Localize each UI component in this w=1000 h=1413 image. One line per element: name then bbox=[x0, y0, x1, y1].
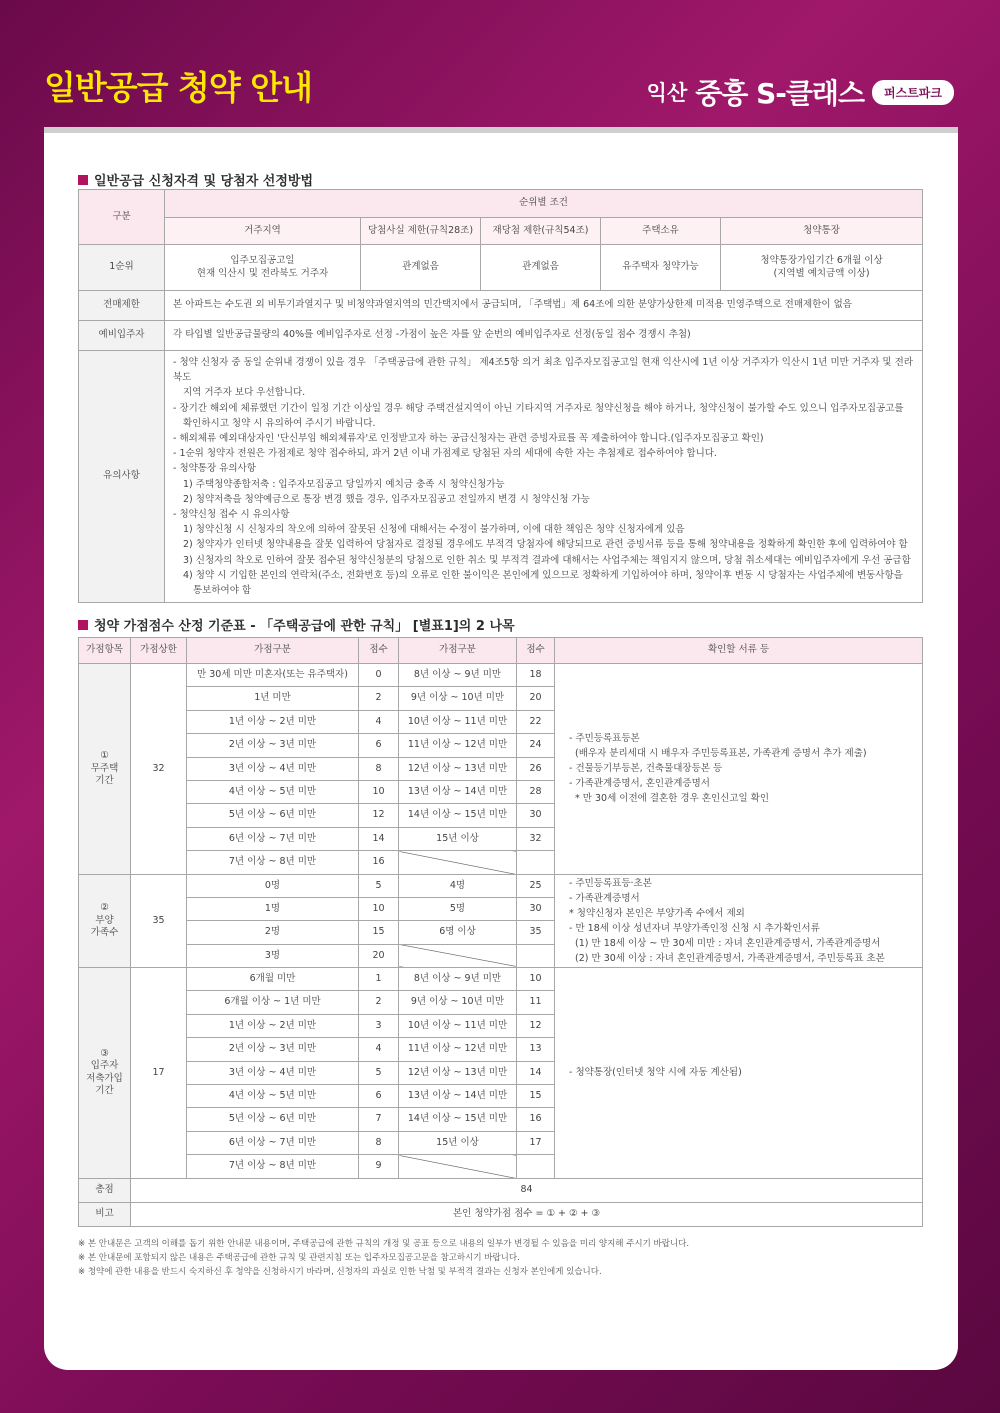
bracket-a: 6개월 미만 bbox=[187, 968, 359, 991]
score-b: 14 bbox=[517, 1061, 555, 1084]
header-conditions: 순위별 조건 bbox=[165, 190, 923, 218]
score-b: 10 bbox=[517, 968, 555, 991]
score-item-label-line: 가족수 bbox=[90, 926, 119, 938]
bracket-b: 9년 이상 ~ 10년 미만 bbox=[399, 687, 517, 710]
score-table bbox=[78, 637, 923, 1227]
bracket-b: 12년 이상 ~ 13년 미만 bbox=[399, 1061, 517, 1084]
rank1-win-limit: 관계없음 bbox=[361, 245, 481, 291]
score-item-label bbox=[79, 968, 131, 1179]
bracket-a: 만 30세 미만 미혼자(또는 유주택자) bbox=[187, 664, 359, 687]
notes-line: - 청약통장 유의사항 bbox=[173, 463, 256, 475]
empty-diagonal-cell bbox=[399, 1155, 517, 1178]
rank1-account-line2: (지역별 예치금액 이상) bbox=[773, 267, 870, 279]
bracket-a: 1년 미만 bbox=[187, 687, 359, 710]
score-a: 1 bbox=[359, 968, 399, 991]
bracket-a: 2명 bbox=[187, 921, 359, 944]
section2-title-text: 청약 가점점수 산정 기준표 - 「주택공급에 관한 규칙」 [별표1]의 2 나목 bbox=[94, 619, 515, 634]
table-row bbox=[79, 664, 923, 687]
score-a: 8 bbox=[359, 1131, 399, 1154]
rank1-label: 1순위 bbox=[79, 245, 165, 291]
header-documents: 확인할 서류 등 bbox=[555, 638, 923, 664]
footnotes bbox=[78, 1237, 928, 1279]
notes-line: - 장기간 해외에 체류했던 기간이 일정 기간 이상일 경우 해당 주택건설지역이 아닌 기타지역 거주자로 청약신청을 해야 하거나, 청약신청이 불가할 수도 있으니 입주자모집공고를 bbox=[173, 402, 904, 414]
score-a: 4 bbox=[359, 710, 399, 733]
bracket-a: 1명 bbox=[187, 897, 359, 920]
bracket-b: 11년 이상 ~ 12년 미만 bbox=[399, 1038, 517, 1061]
document-line: (배우자 분리세대 시 배우자 주민등록표본, 가족관계 증명서 추가 제출) bbox=[569, 748, 867, 760]
score-max: 32 bbox=[131, 664, 187, 875]
notes-line: 4) 청약 시 기입한 본인의 연락처(주소, 전화번호 등)의 오류로 인한 불이익은 본인에게 있으므로 정확하게 기입하여야 하며, 청약이후 변동 시 당첨자는 사업주체에 변동사항을 bbox=[183, 569, 903, 581]
table-row bbox=[79, 968, 923, 991]
document-line: (1) 만 18세 이상 ~ 만 30세 미만 : 자녀 혼인관계증명서, 가족관계증명서 bbox=[569, 937, 881, 949]
document-line: * 청약신청자 본인은 부양가족 수에서 제외 bbox=[569, 907, 745, 919]
remark-value: 본인 청약가점 점수 = ① + ② + ③ bbox=[131, 1202, 923, 1226]
rank1-residence-line2: 현재 익산시 및 전라북도 거주자 bbox=[196, 267, 329, 279]
document-line: - 건물등기부등본, 건축물대장등본 등 bbox=[569, 763, 723, 775]
bracket-a: 3년 이상 ~ 4년 미만 bbox=[187, 1061, 359, 1084]
notes-line: 지역 거주자 보다 우선합니다. bbox=[183, 387, 306, 399]
bracket-b: 14년 이상 ~ 15년 미만 bbox=[399, 804, 517, 827]
footnote-line: ※ 본 안내문에 포함되지 않은 내용은 주택공급에 관한 규칙 및 관련지침 또는 입주자모집공고문을 참고하시기 바랍니다. bbox=[78, 1253, 520, 1263]
score-a: 9 bbox=[359, 1155, 399, 1178]
bracket-a: 2년 이상 ~ 3년 미만 bbox=[187, 1038, 359, 1061]
score-b: 12 bbox=[517, 1014, 555, 1037]
empty-diagonal-cell bbox=[399, 944, 517, 967]
bracket-a: 3명 bbox=[187, 944, 359, 967]
score-b: 22 bbox=[517, 710, 555, 733]
score-max: 35 bbox=[131, 874, 187, 968]
score-a: 0 bbox=[359, 664, 399, 687]
bracket-b: 6명 이상 bbox=[399, 921, 517, 944]
rank1-residence bbox=[165, 245, 361, 291]
score-max: 17 bbox=[131, 968, 187, 1179]
eligibility-table bbox=[78, 189, 923, 603]
bracket-b: 15년 이상 bbox=[399, 827, 517, 850]
bracket-b: 14년 이상 ~ 15년 미만 bbox=[399, 1108, 517, 1131]
score-b: 11 bbox=[517, 991, 555, 1014]
score-b: 16 bbox=[517, 1108, 555, 1131]
header-max: 가점상한 bbox=[131, 638, 187, 664]
notes-line: 확인하시고 청약 시 유의하여 주시기 바랍니다. bbox=[183, 417, 376, 429]
score-a: 3 bbox=[359, 1014, 399, 1037]
bracket-a: 1년 이상 ~ 2년 미만 bbox=[187, 1014, 359, 1037]
notes-line: - 청약 신청자 중 동일 순위내 경쟁이 있을 경우 「주택공급에 관한 규칙」 제4조5항 의거 최초 입주자모집공고일 현재 익산시에 1년 이상 거주자가 익산시 1년 미만 거주자 및 전라북도 bbox=[173, 357, 913, 384]
notes-line: - 1순위 청약자 전원은 가점제로 청약 접수하되, 과거 2년 이내 가점제로 당첨된 자의 세대에 속한 자는 추첨제로 접수하여야 합니다. bbox=[173, 448, 717, 460]
footnote-line: ※ 본 안내문은 고객의 이해를 돕기 위한 안내문 내용이며, 주택공급에 관한 규칙의 개정 및 공표 등으로 내용의 일부가 변경될 수 있음을 미리 양지해 주시기 바랍니다. bbox=[78, 1239, 690, 1249]
notes-line: 2) 청약자가 인터넷 청약내용을 잘못 입력하여 당첨자로 결정될 경우에도 부적격 당첨자에 해당되므로 관련 증빙서류 등을 통해 청약내용을 정확하게 확인한 후에 입력하여야 함 bbox=[183, 539, 908, 551]
score-a: 4 bbox=[359, 1038, 399, 1061]
notes-line: 1) 주택청약종합저축 : 입주자모집공고 당일까지 예치금 충족 시 청약신청가능 bbox=[183, 478, 505, 490]
score-item-label-line: ① bbox=[100, 750, 109, 762]
score-b bbox=[517, 1155, 555, 1178]
score-b: 20 bbox=[517, 687, 555, 710]
bracket-b: 10년 이상 ~ 11년 미만 bbox=[399, 710, 517, 733]
bracket-a: 7년 이상 ~ 8년 미만 bbox=[187, 1155, 359, 1178]
bracket-a: 4년 이상 ~ 5년 미만 bbox=[187, 780, 359, 803]
brand-city: 익산 bbox=[646, 81, 688, 105]
bracket-a: 0명 bbox=[187, 874, 359, 897]
score-a: 5 bbox=[359, 874, 399, 897]
section1-title bbox=[78, 170, 313, 189]
bracket-b: 11년 이상 ~ 12년 미만 bbox=[399, 734, 517, 757]
document-line: - 만 18세 이상 성년자녀 부양가족인정 신청 시 추가확인서류 bbox=[569, 922, 820, 934]
brand-name: 중흥 S-클래스 bbox=[695, 77, 865, 110]
bracket-b: 5명 bbox=[399, 897, 517, 920]
rank1-rewin-limit: 관계없음 bbox=[481, 245, 601, 291]
score-b: 28 bbox=[517, 780, 555, 803]
reserve-text: 각 타입별 일반공급물량의 40%를 예비입주자로 선정 -가점이 높은 자를 앞 순번의 예비입주자로 선정(동일 점수 경쟁시 추첨) bbox=[165, 321, 923, 351]
paper-top-bar bbox=[44, 127, 958, 133]
score-a: 10 bbox=[359, 780, 399, 803]
notes-line: 1) 청약신청 시 신청자의 착오에 의하여 잘못된 신청에 대해서는 수정이 불가하며, 이에 대한 책임은 청약 신청자에게 있음 bbox=[183, 524, 685, 536]
bracket-b: 12년 이상 ~ 13년 미만 bbox=[399, 757, 517, 780]
score-a: 16 bbox=[359, 851, 399, 874]
page-header bbox=[0, 0, 1000, 127]
score-a: 2 bbox=[359, 687, 399, 710]
document-line: (2) 만 30세 이상 : 자녀 혼인관계증명서, 가족관계증명서, 주민등록표 초본 bbox=[569, 952, 885, 964]
score-b: 25 bbox=[517, 874, 555, 897]
score-b: 30 bbox=[517, 804, 555, 827]
score-item-label-line: 무주택 bbox=[90, 762, 119, 774]
bracket-b: 8년 이상 ~ 9년 미만 bbox=[399, 664, 517, 687]
bracket-b: 15년 이상 bbox=[399, 1131, 517, 1154]
bracket-a: 5년 이상 ~ 6년 미만 bbox=[187, 804, 359, 827]
total-label: 총점 bbox=[79, 1178, 131, 1202]
score-b: 35 bbox=[517, 921, 555, 944]
bracket-a: 6년 이상 ~ 7년 미만 bbox=[187, 1131, 359, 1154]
score-b: 26 bbox=[517, 757, 555, 780]
document-line: - 가족관계증명서 bbox=[569, 892, 640, 904]
score-b: 30 bbox=[517, 897, 555, 920]
bracket-a: 6년 이상 ~ 7년 미만 bbox=[187, 827, 359, 850]
bracket-a: 7년 이상 ~ 8년 미만 bbox=[187, 851, 359, 874]
bracket-b: 13년 이상 ~ 14년 미만 bbox=[399, 1085, 517, 1108]
header-bracket-b: 가점구분 bbox=[399, 638, 517, 664]
notes-label: 유의사항 bbox=[79, 351, 165, 603]
empty-diagonal-cell bbox=[399, 851, 517, 874]
score-a: 6 bbox=[359, 1085, 399, 1108]
bracket-a: 4년 이상 ~ 5년 미만 bbox=[187, 1085, 359, 1108]
score-item-label bbox=[79, 874, 131, 968]
header-bracket-a: 가점구분 bbox=[187, 638, 359, 664]
col-rewin-limit: 재당첨 제한(규칙54조) bbox=[481, 218, 601, 245]
score-a: 5 bbox=[359, 1061, 399, 1084]
notes-line: 통보하여야 함 bbox=[193, 585, 252, 597]
resale-text: 본 아파트는 수도권 외 비투기과열지구 및 비청약과열지역의 민간택지에서 공급되며, 「주택법」제 64조에 의한 분양가상한제 미적용 민영주택으로 전매제한이 없음 bbox=[165, 291, 923, 321]
bracket-b: 10년 이상 ~ 11년 미만 bbox=[399, 1014, 517, 1037]
brand-badge: 퍼스트파크 bbox=[872, 80, 954, 105]
score-b: 13 bbox=[517, 1038, 555, 1061]
rank1-residence-line1: 입주모집공고일 bbox=[230, 255, 295, 267]
bracket-b: 4명 bbox=[399, 874, 517, 897]
notes-content bbox=[165, 351, 923, 603]
document-line: - 주민등록표등본 bbox=[569, 733, 640, 745]
col-account: 청약통장 bbox=[721, 218, 923, 245]
square-bullet-icon bbox=[78, 620, 88, 630]
col-ownership: 주택소유 bbox=[601, 218, 721, 245]
score-a: 2 bbox=[359, 991, 399, 1014]
document-line: - 가족관계증명서, 혼인관계증명서 bbox=[569, 778, 710, 790]
score-b: 17 bbox=[517, 1131, 555, 1154]
brand-logo bbox=[647, 72, 954, 112]
resale-label: 전매제한 bbox=[79, 291, 165, 321]
required-documents bbox=[555, 664, 923, 875]
page-title: 일반공급 청약 안내 bbox=[44, 68, 313, 107]
score-a: 8 bbox=[359, 757, 399, 780]
header-item: 가점항목 bbox=[79, 638, 131, 664]
score-a: 20 bbox=[359, 944, 399, 967]
score-b: 18 bbox=[517, 664, 555, 687]
header-score-b: 점수 bbox=[517, 638, 555, 664]
col-residence: 거주지역 bbox=[165, 218, 361, 245]
footnote-line: ※ 청약에 관한 내용을 반드시 숙지하신 후 청약을 신청하시기 바라며, 신청자의 과실로 인한 낙첨 및 부적격 결과는 신청자 본인에게 있습니다. bbox=[78, 1267, 602, 1277]
score-a: 6 bbox=[359, 734, 399, 757]
score-item-label-line: 부양 bbox=[95, 914, 114, 926]
bracket-a: 2년 이상 ~ 3년 미만 bbox=[187, 734, 359, 757]
square-bullet-icon bbox=[78, 175, 88, 185]
notes-line: - 해외체류 예외대상자인 '단신부임 해외체류자'로 인정받고자 하는 공급신청자는 관련 증빙자료를 꼭 제출하여야 합니다.(입주자모집공고 확인) bbox=[173, 433, 764, 445]
remark-label: 비고 bbox=[79, 1202, 131, 1226]
score-item-label-line: 저축가입 bbox=[86, 1072, 123, 1084]
bracket-a: 5년 이상 ~ 6년 미만 bbox=[187, 1108, 359, 1131]
section1-title-text: 일반공급 신청자격 및 당첨자 선정방법 bbox=[94, 174, 314, 189]
bracket-b: 13년 이상 ~ 14년 미만 bbox=[399, 780, 517, 803]
total-value: 84 bbox=[131, 1178, 923, 1202]
header-category: 구분 bbox=[79, 190, 165, 245]
score-item-label-line: 기간 bbox=[95, 774, 114, 786]
header-score-a: 점수 bbox=[359, 638, 399, 664]
score-a: 7 bbox=[359, 1108, 399, 1131]
bracket-b: 8년 이상 ~ 9년 미만 bbox=[399, 968, 517, 991]
score-b bbox=[517, 944, 555, 967]
score-b: 24 bbox=[517, 734, 555, 757]
rank1-account-line1: 청약통장가입기간 6개월 이상 bbox=[760, 255, 883, 267]
score-a: 12 bbox=[359, 804, 399, 827]
document-paper bbox=[44, 127, 958, 1370]
section2-title bbox=[78, 615, 515, 634]
rank1-account bbox=[721, 245, 923, 291]
score-item-label-line: ② bbox=[100, 902, 109, 914]
score-item-label-line: 기간 bbox=[95, 1085, 114, 1097]
bracket-a: 3년 이상 ~ 4년 미만 bbox=[187, 757, 359, 780]
required-documents bbox=[555, 968, 923, 1179]
rank1-ownership: 유주택자 청약가능 bbox=[601, 245, 721, 291]
bracket-b: 9년 이상 ~ 10년 미만 bbox=[399, 991, 517, 1014]
score-a: 15 bbox=[359, 921, 399, 944]
bracket-a: 1년 이상 ~ 2년 미만 bbox=[187, 710, 359, 733]
notes-line: 3) 신청자의 착오로 인하여 잘못 접수된 청약신청분의 당첨으로 인한 취소 및 부적격 결과에 대해서는 사업주체는 책임지지 않으며, 당첨 취소세대는 예비입주자에게 우선 공급함 bbox=[183, 554, 911, 566]
score-b: 15 bbox=[517, 1085, 555, 1108]
required-documents bbox=[555, 874, 923, 968]
score-a: 14 bbox=[359, 827, 399, 850]
score-item-label-line: 입주자 bbox=[90, 1060, 119, 1072]
notes-line: 2) 청약저축을 청약예금으로 통장 변경 했을 경우, 입주자모집공고 전일까지 변경 시 청약신청 가능 bbox=[183, 493, 590, 505]
score-item-label bbox=[79, 664, 131, 875]
score-item-label-line: ③ bbox=[100, 1048, 109, 1060]
score-a: 10 bbox=[359, 897, 399, 920]
table-row bbox=[79, 874, 923, 897]
document-line: - 주민등록표등·초본 bbox=[569, 877, 652, 889]
col-win-limit: 당첨사실 제한(규칙28조) bbox=[361, 218, 481, 245]
score-b bbox=[517, 851, 555, 874]
document-line: * 만 30세 이전에 결혼한 경우 혼인신고일 확인 bbox=[569, 793, 770, 805]
reserve-label: 예비입주자 bbox=[79, 321, 165, 351]
score-b: 32 bbox=[517, 827, 555, 850]
document-line: - 청약통장(인터넷 청약 시에 자동 계산됨) bbox=[569, 1067, 742, 1079]
bracket-a: 6개월 이상 ~ 1년 미만 bbox=[187, 991, 359, 1014]
notes-line: - 청약신청 접수 시 유의사항 bbox=[173, 509, 290, 521]
